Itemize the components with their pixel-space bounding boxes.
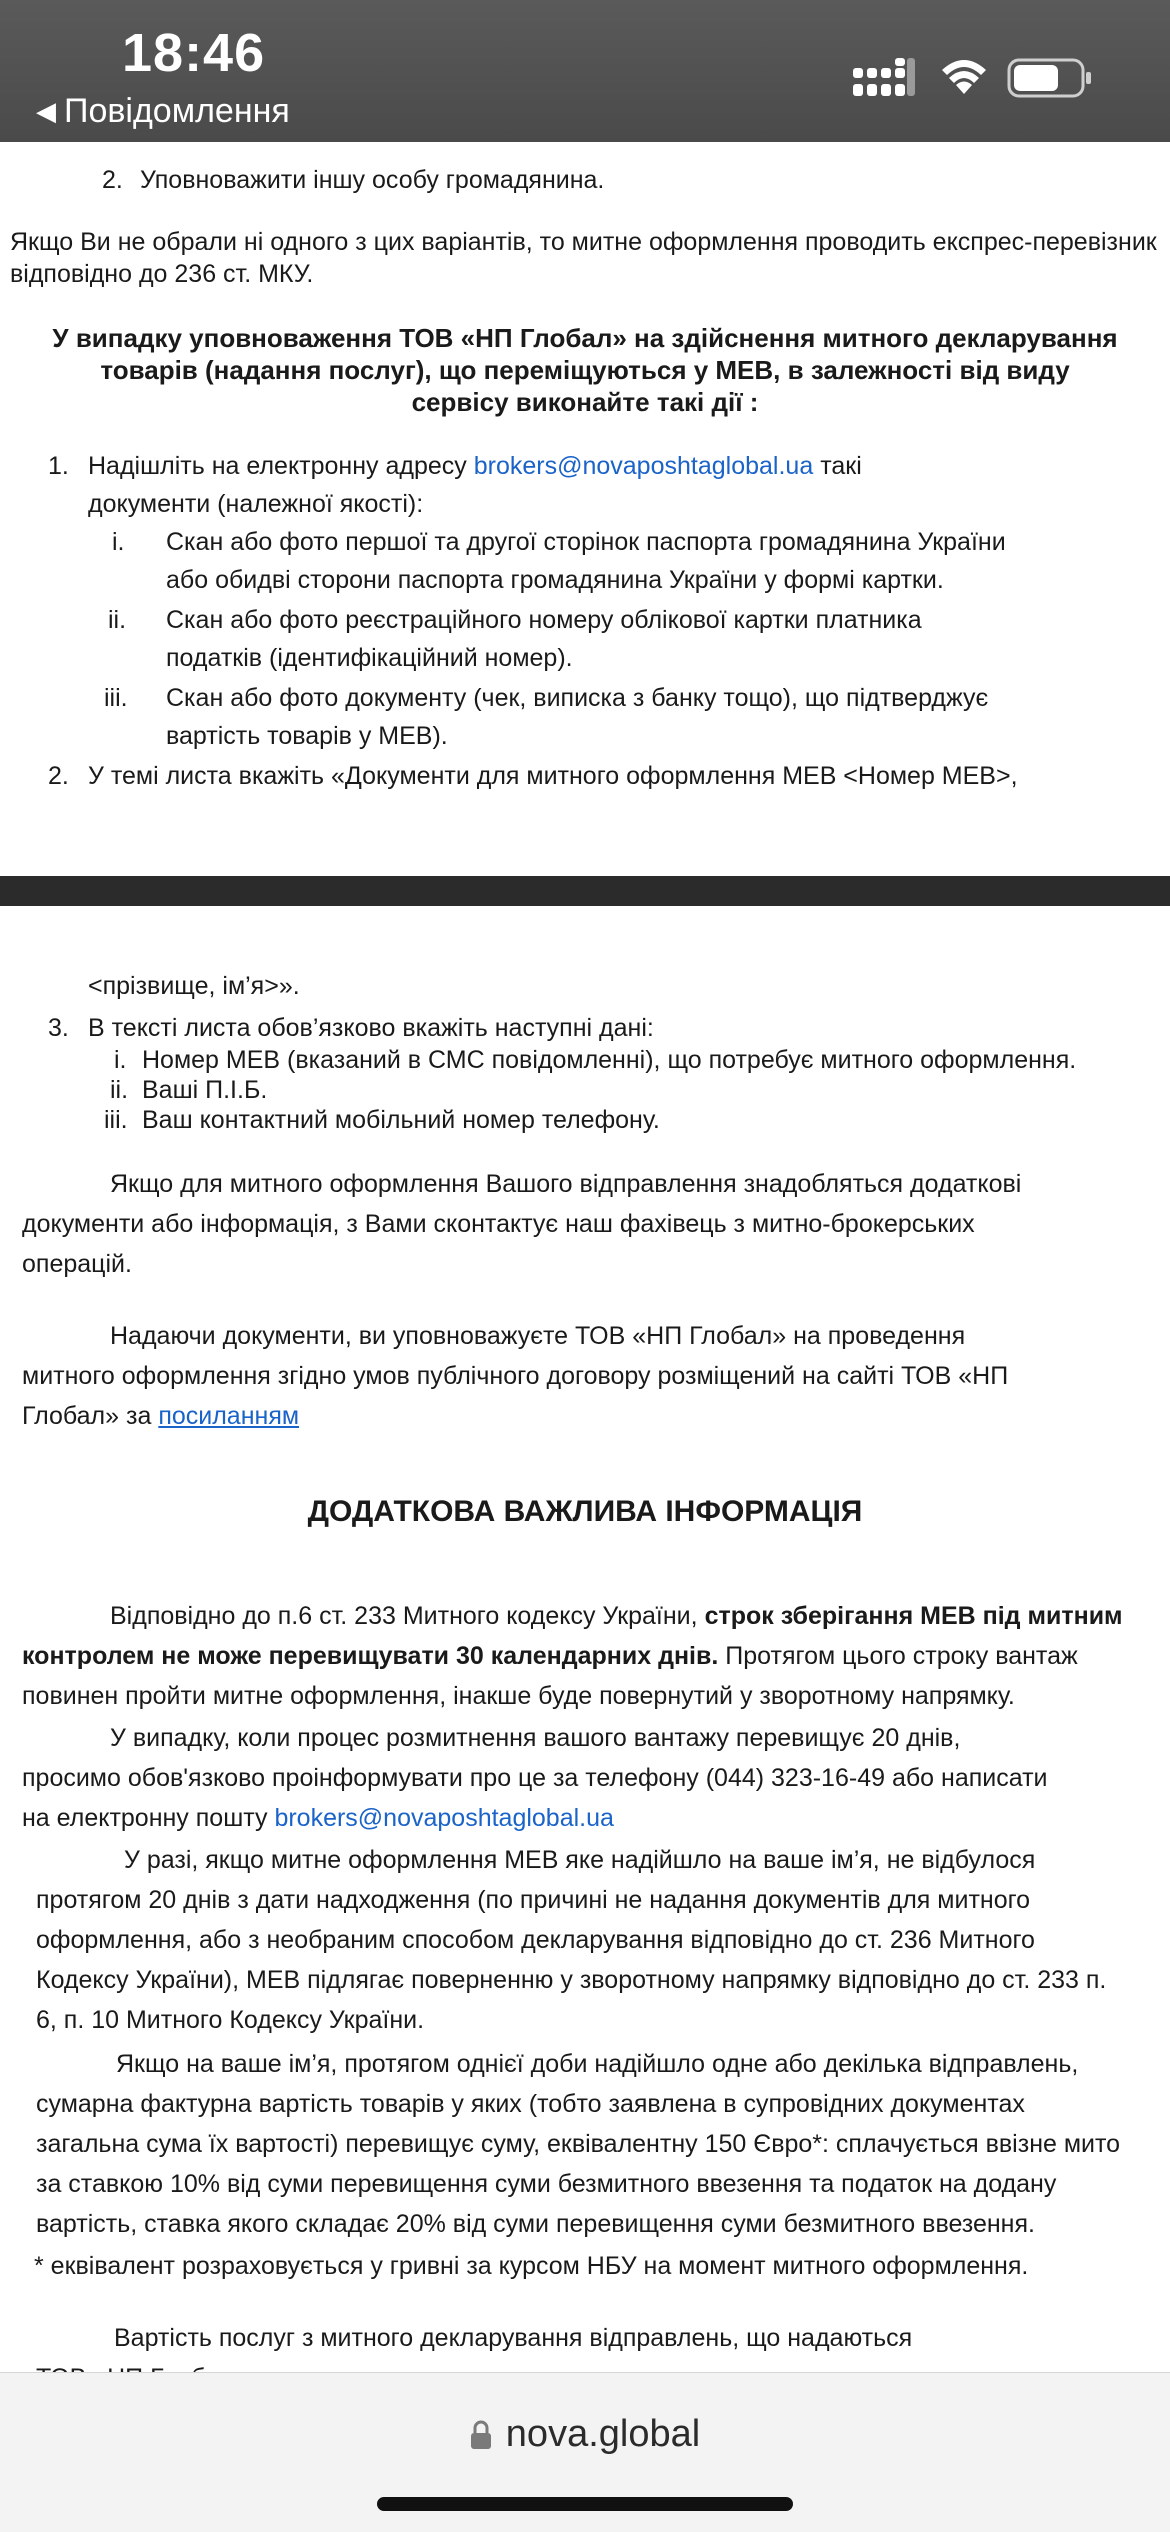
list-item-number: 2. xyxy=(102,166,123,194)
lock-icon xyxy=(470,2420,492,2450)
list-item-text: В тексті листа обов’язково вкажіть наступні дані: xyxy=(88,1014,654,1042)
paragraph-line: Вартість послуг з митного декларування відправлень, що надаються xyxy=(114,2324,913,2352)
text-span: Глобал» за xyxy=(22,1402,152,1430)
paragraph-line xyxy=(22,1396,299,1436)
list-item-number: 1. xyxy=(48,452,69,480)
paragraph-line: просимо обов'язково проінформувати про це за телефону (044) 323-16-49 або написати xyxy=(22,1764,1048,1792)
paragraph-line: Кодексу України), МЕВ підлягає поверненню у зворотному напрямку відповідно до ст. 233 п. xyxy=(36,1966,1107,1994)
sublist-text: Скан або фото реєстраційного номеру облікової картки платника xyxy=(166,606,922,634)
text-span: контролем не може перевищувати 30 календарних днів. xyxy=(22,1642,719,1670)
paragraph-line xyxy=(22,1798,614,1838)
list-item-text: документи (належної якості): xyxy=(88,490,424,518)
terms-link[interactable]: посиланням xyxy=(158,1402,300,1430)
browser-bottom-bar xyxy=(0,2372,1170,2532)
url-text: nova.global xyxy=(505,2413,701,2455)
paragraph-line: повинен пройти митне оформлення, інакше буде повернутий у зворотному напрямку. xyxy=(22,1682,1015,1710)
sublist-number: i. xyxy=(114,1046,127,1074)
paragraph-line: за ставкою 10% від суми перевищення суми безмитного ввезення та податок на додану xyxy=(36,2170,1057,2198)
paragraph-line: оформлення, або з необраним способом декларування відповідно до ст. 236 Митного xyxy=(36,1926,1035,1954)
sublist-text: Ваш контактний мобільний номер телефону. xyxy=(142,1106,660,1134)
paragraph-line: 6, п. 10 Митного Кодексу України. xyxy=(36,2006,425,2034)
paragraph-line: операцій. xyxy=(22,1250,132,1278)
back-label: Повідомлення xyxy=(64,92,290,130)
paragraph-line: загальна сума їх вартості) перевищує суму, еквівалентну 150 Євро*: сплачується ввізне мито xyxy=(36,2130,1121,2158)
list-item-text xyxy=(88,446,862,486)
address-bar[interactable] xyxy=(0,2413,1170,2456)
paragraph-line: документи або інформація, з Вами сконтактує наш фахівець з митно-брокерських xyxy=(22,1210,975,1238)
text-span: Відповідно до п.6 ст. 233 Митного кодексу України, xyxy=(110,1602,698,1630)
list-item-text: <прізвище, ім’я>». xyxy=(88,972,300,1000)
paragraph-line: Якщо Ви не обрали ні одного з цих варіантів, то митне оформлення проводить експрес-перевізник xyxy=(10,228,1157,256)
sublist-text: вартість товарів у МЕВ). xyxy=(166,722,448,750)
section-heading: сервісу виконайте такі дії : xyxy=(411,387,759,417)
text-span: строк зберігання МЕВ під митним xyxy=(704,1602,1123,1630)
sublist-text: Скан або фото першої та другої сторінок паспорта громадянина України xyxy=(166,528,1006,556)
email-link[interactable]: brokers@novaposhtaglobal.ua xyxy=(274,1804,614,1832)
paragraph-line: відповідно до 236 ст. МКУ. xyxy=(10,260,314,288)
paragraph-line: У випадку, коли процес розмитнення вашого вантажу перевищує 20 днів, xyxy=(110,1724,961,1752)
paragraph-line: вартість, ставка якого складає 20% від суми перевищення суми безмитного ввезення. xyxy=(36,2210,1035,2238)
sublist-text: податків (ідентифікаційний номер). xyxy=(166,644,573,672)
paragraph-line: митного оформлення згідно умов публічного договору розміщений на сайті ТОВ «НП xyxy=(22,1362,1009,1390)
text-span: на електронну пошту xyxy=(22,1804,268,1832)
status-bar xyxy=(0,0,1170,142)
sublist-text: Скан або фото документу (чек, виписка з банку тощо), що підтверджує xyxy=(166,684,989,712)
paragraph-line: протягом 20 днів з дати надходження (по причині не надання документів для митного xyxy=(36,1886,1031,1914)
list-item-text: Уповноважити іншу особу громадянина. xyxy=(140,166,605,194)
paragraph-line xyxy=(110,1596,1123,1636)
status-time: 18:46 xyxy=(122,23,266,83)
paragraph-line: сумарна фактурна вартість товарів у яких (тобто заявлена в супровідних документах xyxy=(36,2090,1025,2118)
text-span: Протягом цього строку вантаж xyxy=(725,1642,1078,1670)
list-item-number: 3. xyxy=(48,1014,69,1042)
paragraph-line: Надаючи документи, ви уповноважуєте ТОВ «НП Глобал» на проведення xyxy=(110,1322,966,1350)
list-item-text: У темі листа вкажіть «Документи для митного оформлення МЕВ <Номер МЕВ>, xyxy=(88,762,1018,790)
paragraph-line xyxy=(22,1636,1078,1676)
paragraph-line: У разі, якщо митне оформлення МЕВ яке надійшло на ваше ім’я, не відбулося xyxy=(124,1846,1036,1874)
wifi-icon xyxy=(940,56,988,96)
sublist-number: ii. xyxy=(108,606,127,634)
sublist-number: iii. xyxy=(104,684,128,712)
battery-icon xyxy=(1008,58,1092,98)
text-span: такі xyxy=(820,452,862,480)
page-break-divider xyxy=(0,876,1170,906)
back-to-messages-button[interactable] xyxy=(36,92,290,131)
list-item-number: 2. xyxy=(48,762,69,790)
section-heading: У випадку уповноваження ТОВ «НП Глобал» на здійснення митного декларування xyxy=(52,323,1118,353)
sublist-text: Номер МЕВ (вказаний в СМС повідомленні), що потребує митного оформлення. xyxy=(142,1046,1077,1074)
section-heading: товарів (надання послуг), що переміщуються у МЕВ, в залежності від виду xyxy=(100,355,1070,385)
cellular-signal-icon xyxy=(853,58,917,98)
sublist-number: ii. xyxy=(110,1076,129,1104)
sublist-number: i. xyxy=(112,528,125,556)
sublist-number: iii. xyxy=(104,1106,128,1134)
paragraph-line: Якщо на ваше ім’я, протягом однієї доби надійшло одне або декілька відправлень, xyxy=(116,2050,1079,2078)
footnote: * еквівалент розраховується у гривні за курсом НБУ на момент митного оформлення. xyxy=(34,2252,1029,2280)
text-span: Надішліть на електронну адресу xyxy=(88,452,467,480)
sublist-text: Ваші П.І.Б. xyxy=(142,1076,268,1104)
paragraph-line: Якщо для митного оформлення Вашого відправлення знадобляться додаткові xyxy=(110,1170,1022,1198)
back-triangle-icon: ◀ xyxy=(36,96,56,126)
sublist-text: або обидві сторони паспорта громадянина України у формі картки. xyxy=(166,566,944,594)
section-heading: ДОДАТКОВА ВАЖЛИВА ІНФОРМАЦІЯ xyxy=(307,1495,863,1528)
home-indicator[interactable] xyxy=(377,2497,793,2511)
email-link[interactable]: brokers@novaposhtaglobal.ua xyxy=(473,452,814,480)
